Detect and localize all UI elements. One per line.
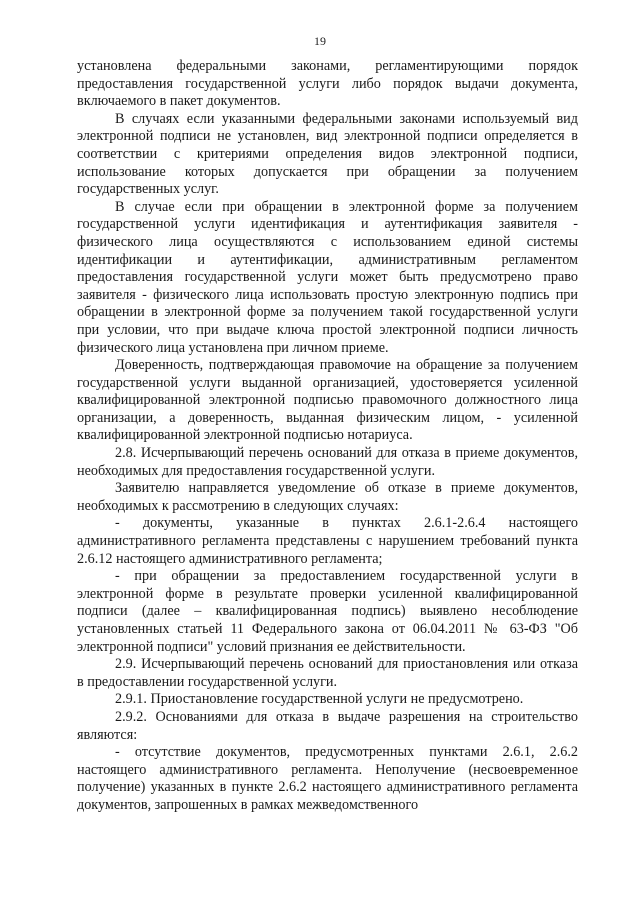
section-heading-2-9: 2.9. Исчерпывающий перечень оснований для приостановления или отказа в предоставлении государственной услуги. <box>77 656 578 690</box>
paragraph: В случаях если указанными федеральными законами используемый вид электронной подписи не установлен, вид электронной подписи определяется в соответствии с критериями определения видов электронной подписи, использование которых допускается при обращении за получением государственных услуг. <box>77 110 578 198</box>
paragraph: Доверенность, подтверждающая правомочие на обращение за получением государственной услуги выданной организацией, удостоверяется усиленной квалифицированной электронной подписью правомочного должностного лица организации, а доверенность, выданная физическим лицом, - усиленной квалифицированной электронной подписью нотариуса. <box>77 357 578 444</box>
list-item: - при обращении за предоставлением государственной услуги в электронной форме в результате проверки усиленной квалифицированной подписи (далее – квалифицированная подпись) выявлено несоблюдение установленных статьей 11 Федерального закона от 06.04.2011 № 63-ФЗ "Об электронной подписи" условий признания ее действительности. <box>77 568 578 655</box>
list-item: - документы, указанные в пунктах 2.6.1-2.6.4 настоящего административного регламента представлены с нарушением требований пункта 2.6.12 настоящего административного регламента; <box>77 515 578 567</box>
paragraph: установлена федеральными законами, регламентирующими порядок предоставления государственной услуги либо порядок выдачи документа, включаемого в пакет документов. <box>77 58 578 110</box>
section-heading-2-8: 2.8. Исчерпывающий перечень оснований для отказа в приеме документов, необходимых для предоставления государственной услуги. <box>77 445 578 479</box>
list-item: - отсутствие документов, предусмотренных пунктами 2.6.1, 2.6.2 настоящего административного регламента. Неполучение (несвоевременное получение) указанных в пункте 2.6.2 настоящего административного регламента документов, запрошенных в рамках межведомственного <box>77 744 578 813</box>
subsection-2-9-2: 2.9.2. Основаниями для отказа в выдаче разрешения на строительство являются: <box>77 708 578 743</box>
subsection-2-9-1: 2.9.1. Приостановление государственной услуги не предусмотрено. <box>115 691 524 708</box>
paragraph: Заявителю направляется уведомление об отказе в приеме документов, необходимых к рассмотрению в следующих случаях: <box>77 480 578 514</box>
document-body <box>77 58 578 815</box>
paragraph: В случае если при обращении в электронной форме за получением государственной услуги идентификация и аутентификация заявителя - физического лица осуществляются с использованием единой системы идентификации и аутентификации, административным регламентом предоставления государственной услуги может быть предусмотрено право заявителя - физического лица использовать простую электронную подпись при обращении в электронной форме за получением такой государственной услуги при условии, что при выдаче ключа простой электронной подписи личность физического лица установлена при личном приеме. <box>77 198 578 356</box>
page-number: 19 <box>314 34 326 48</box>
